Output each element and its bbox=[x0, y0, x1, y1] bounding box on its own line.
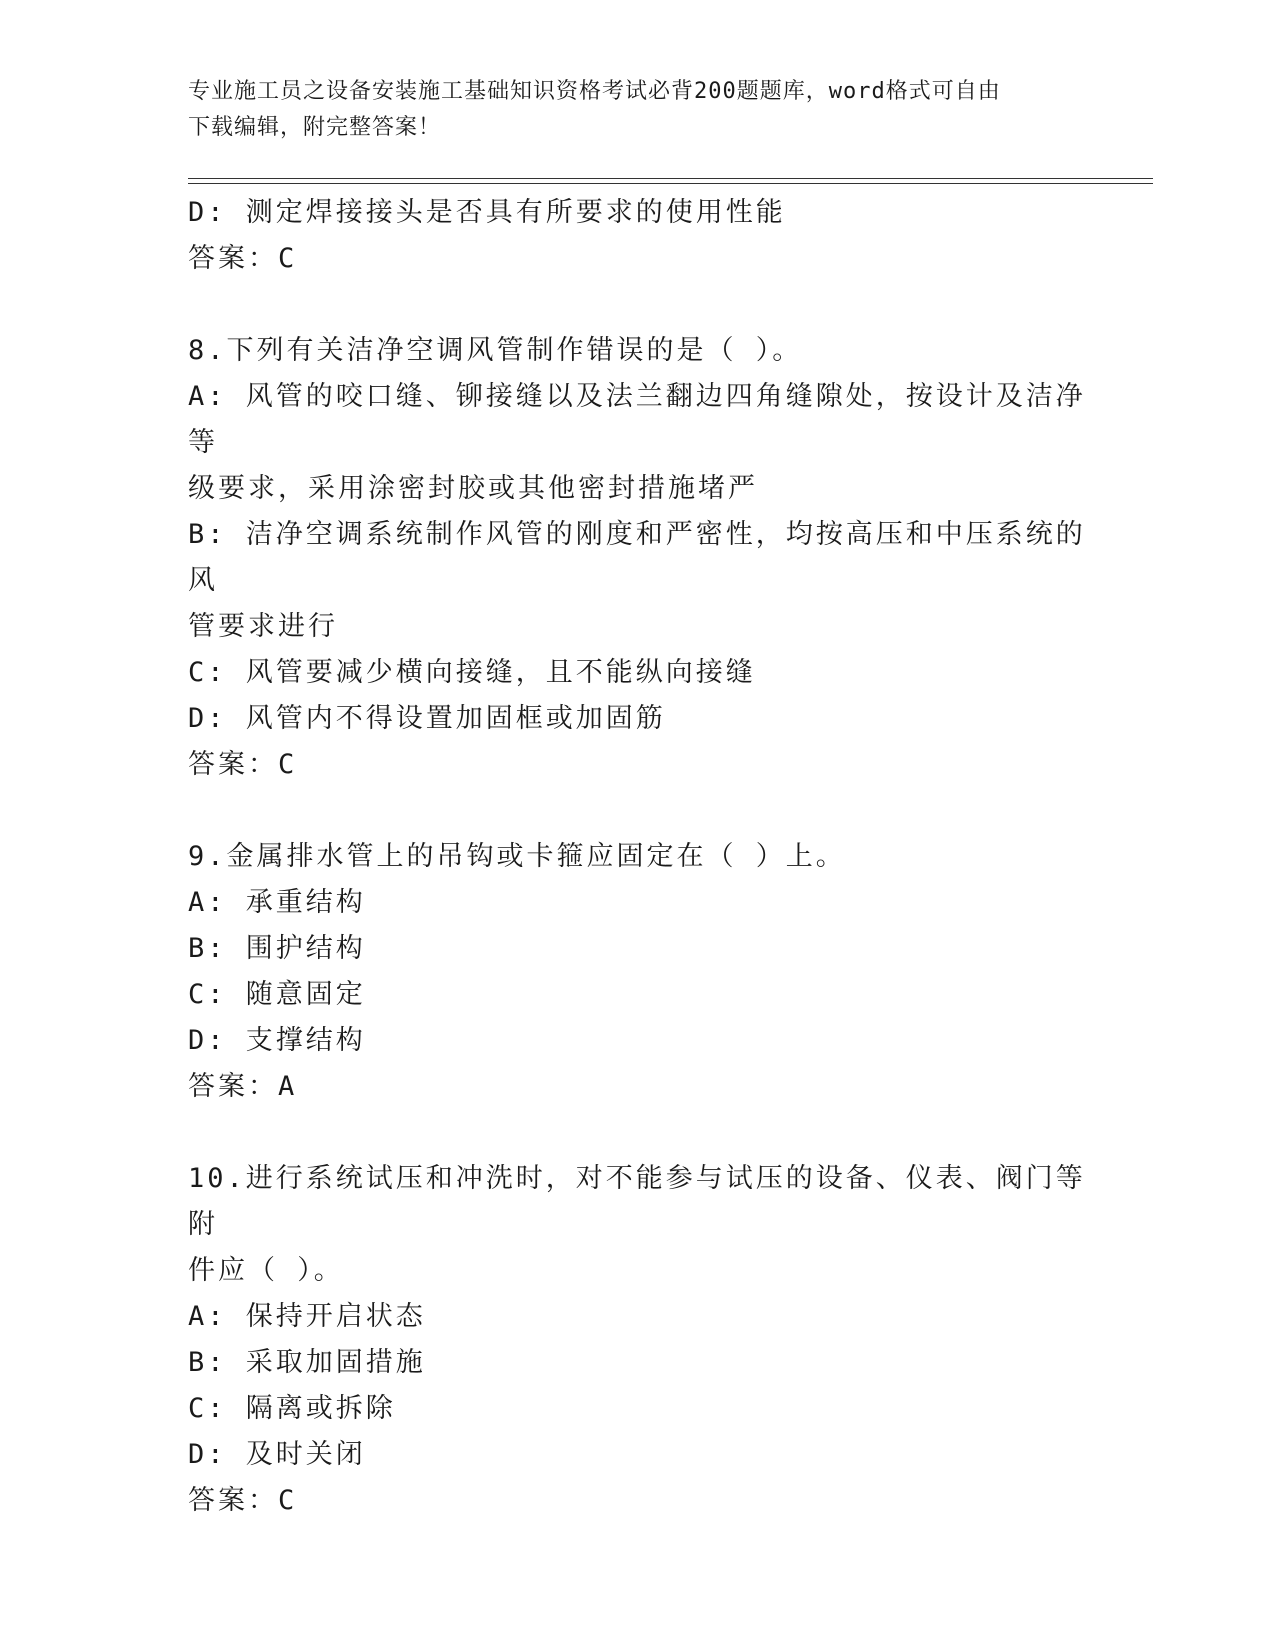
question-8 bbox=[188, 328, 1088, 788]
question-7-continued bbox=[188, 190, 1088, 282]
option-d: D: 支撑结构 bbox=[188, 1025, 366, 1056]
question-10 bbox=[188, 1156, 1088, 1524]
spacer bbox=[188, 788, 1088, 834]
spacer bbox=[188, 1110, 1088, 1156]
option-c: C: 风管要减少横向接缝，且不能纵向接缝 bbox=[188, 657, 756, 688]
question-stem: 10.进行系统试压和冲洗时，对不能参与试压的设备、仪表、阀门等附 bbox=[188, 1163, 1086, 1240]
header-title-line-2: 下载编辑，附完整答案！ bbox=[188, 115, 442, 140]
answer: 答案：C bbox=[188, 243, 298, 274]
question-list bbox=[188, 190, 1088, 1524]
answer: 答案：A bbox=[188, 1071, 298, 1102]
question-stem: 9.金属排水管上的吊钩或卡箍应固定在（ ）上。 bbox=[188, 841, 846, 872]
answer: 答案：C bbox=[188, 749, 298, 780]
header-divider-top bbox=[188, 178, 1153, 179]
option-d: D: 及时关闭 bbox=[188, 1439, 366, 1470]
header-title-line-1: 专业施工员之设备安装施工基础知识资格考试必背200题题库，word格式可自由 bbox=[188, 79, 1001, 104]
option-a: A: 承重结构 bbox=[188, 887, 366, 918]
option-b-continued: 管要求进行 bbox=[188, 611, 338, 642]
option-d: D: 测定焊接接头是否具有所要求的使用性能 bbox=[188, 197, 786, 228]
question-stem: 8.下列有关洁净空调风管制作错误的是（ ）。 bbox=[188, 335, 803, 366]
option-b: B: 洁净空调系统制作风管的刚度和严密性，均按高压和中压系统的风 bbox=[188, 519, 1086, 596]
document-header bbox=[188, 74, 1088, 146]
option-c: C: 隔离或拆除 bbox=[188, 1393, 396, 1424]
option-d: D: 风管内不得设置加固框或加固筋 bbox=[188, 703, 666, 734]
option-c: C: 随意固定 bbox=[188, 979, 366, 1010]
option-a: A: 风管的咬口缝、铆接缝以及法兰翻边四角缝隙处，按设计及洁净等 bbox=[188, 381, 1086, 458]
option-b: B: 围护结构 bbox=[188, 933, 366, 964]
option-b: B: 采取加固措施 bbox=[188, 1347, 426, 1378]
option-a-continued: 级要求，采用涂密封胶或其他密封措施堵严 bbox=[188, 473, 758, 504]
header-divider-bottom bbox=[188, 183, 1153, 184]
answer: 答案：C bbox=[188, 1485, 298, 1516]
question-stem-continued: 件应（ ）。 bbox=[188, 1255, 344, 1286]
question-9 bbox=[188, 834, 1088, 1110]
spacer bbox=[188, 282, 1088, 328]
option-a: A: 保持开启状态 bbox=[188, 1301, 426, 1332]
